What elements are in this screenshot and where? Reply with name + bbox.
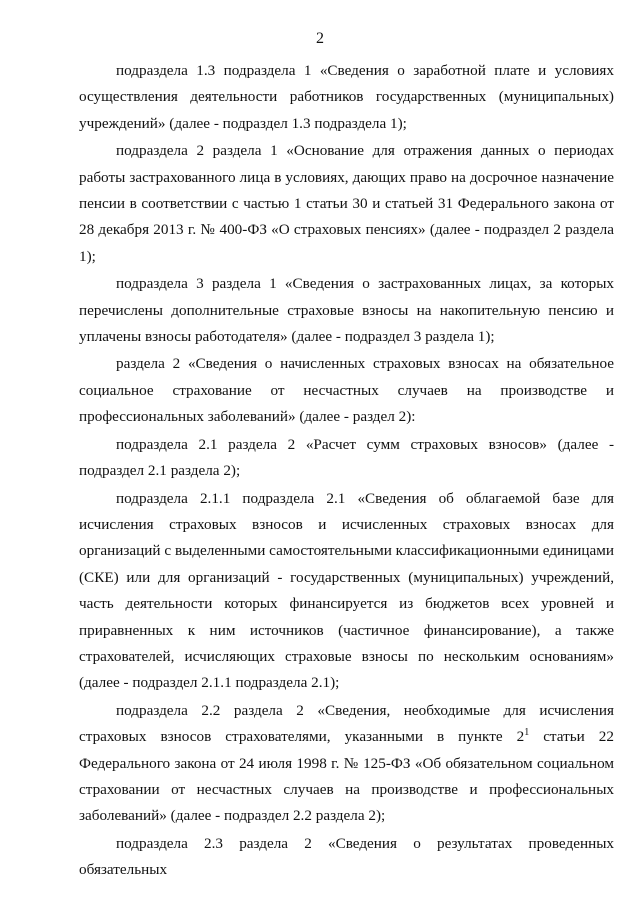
document-body (79, 58, 614, 885)
paragraph-subsection-2-section-1: подраздела 2 раздела 1 «Основание для отражения данных о периодах работы застрахованного лица в условиях, дающих право на досрочное назначение пенсии в соответствии с частью 1 статьи 30 и статьей 31 Федерального закона от 28 декабря 2013 г. № 400-ФЗ «О страховых пенсиях» (далее - подраздел 2 раздела 1); (79, 142, 614, 265)
paragraph-subsection-2-2 (79, 698, 614, 830)
paragraph-text: статьи 22 Федерального закона от 24 июля 1998 г. № 125-ФЗ «Об обязательном социальном страховании от несчастных случаев на производстве и профессиональных заболеваний» (далее - подраздел 2.2 раздела 2); (79, 728, 614, 825)
paragraph-subsection-2-1-1: подраздела 2.1.1 подраздела 2.1 «Сведения об облагаемой базе для исчисления страховых взносов и исчисленных страховых взносах для организаций с выделенными самостоятельными классификационными единицами (СКЕ) или для организаций - государственных (муниципальных) учреждений, часть деятельности которых финансируется из бюджетов всех уровней и приравненных к ним источников (частичное финансирование), а также страхователей, исчисляющих страховые взносы по нескольким основаниям» (далее - подраздел 2.1.1 подраздела 2.1); (79, 489, 614, 692)
paragraph-subsection-2-3: подраздела 2.3 раздела 2 «Сведения о результатах проведенных обязательных (79, 834, 614, 879)
superscript: 1 (524, 727, 530, 739)
page-number: 2 (316, 30, 324, 47)
paragraph-section-2: раздела 2 «Сведения о начисленных страховых взносах на обязательное социальное страхование от несчастных случаев на производстве и профессиональных заболеваний» (далее - раздел 2): (79, 355, 614, 426)
paragraph-text: подраздела 2.2 раздела 2 «Сведения, необходимые для исчисления страховых взносов страхователями, указанными в пункте 2 (79, 701, 614, 746)
paragraph-subsection-1-3: подраздела 1.3 подраздела 1 «Сведения о заработной плате и условиях осуществления деятельности работников государственных (муниципальных) учреждений» (далее - подраздел 1.3 подраздела 1); (79, 62, 614, 132)
paragraph-subsection-3-section-1: подраздела 3 раздела 1 «Сведения о застрахованных лицах, за которых перечислены дополнительные страховые взносы на накопительную пенсию и уплачены взносы работодателя» (далее - подраздел 3 раздела 1); (79, 275, 614, 346)
paragraph-subsection-2-1: подраздела 2.1 раздела 2 «Расчет сумм страховых взносов» (далее - подраздел 2.1 раздела 2); (79, 435, 614, 480)
